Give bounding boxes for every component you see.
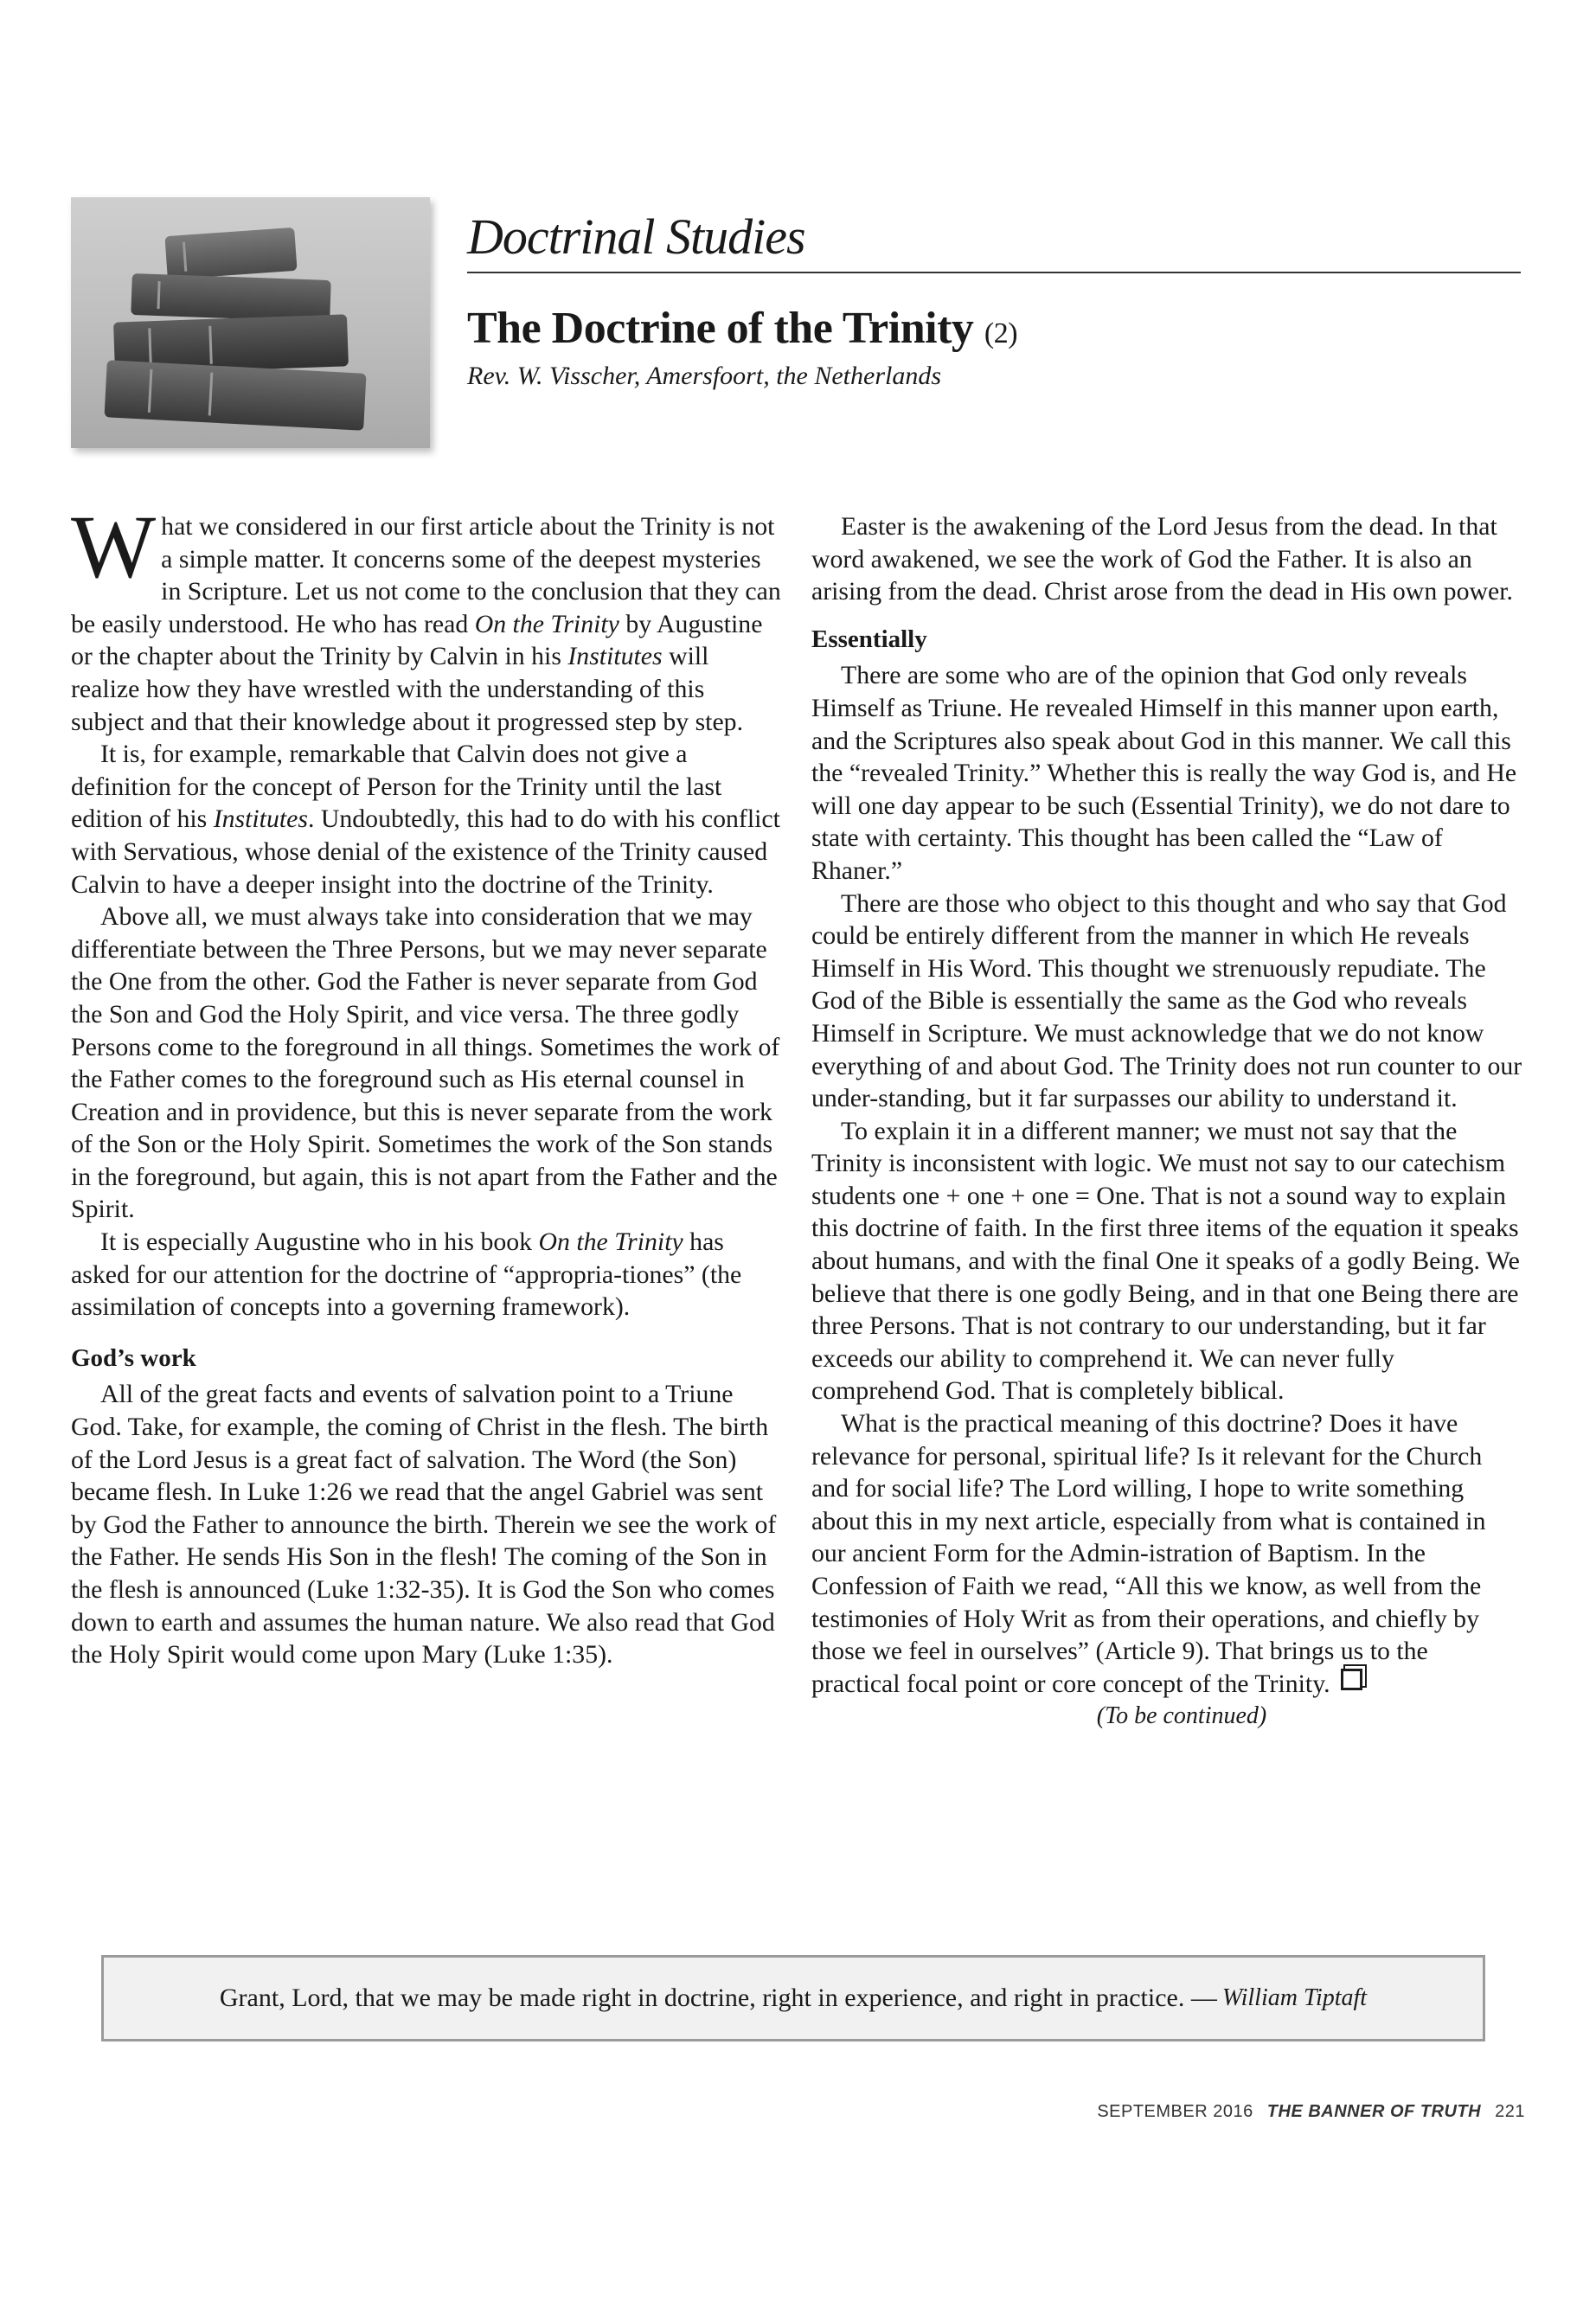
quote-box (101, 1955, 1485, 2041)
paragraph (71, 497, 782, 738)
article-part-number: (2) (984, 317, 1018, 349)
quote-text: Grant, Lord, that we may be made right in doctrine, right in experience, and right in practice. — (219, 1984, 1217, 2012)
article-title (467, 303, 1017, 354)
paragraph: To explain it in a different manner; we must not say that the Trinity is inconsistent with logic. We must not say to our catechism students one + one + one = One. That is not a sound way to explain this doctrine of faith. In the first three items of the equation it speaks about humans, and with the final One it speaks of a godly Being. We believe that there is one godly Being, and in that one Being there are three Persons. That is not contrary to our understanding, but it far exceeds our ability to comprehend it. We can never fully comprehend God. That is completely biblical. (811, 1116, 1520, 1406)
book-icon (164, 228, 297, 279)
subheading-gods-work: God’s work (71, 1343, 196, 1372)
end-of-article-square-icon (1341, 1669, 1362, 1690)
paragraph (811, 1407, 1522, 1700)
book-icon (104, 360, 366, 431)
paragraph (71, 1226, 782, 1324)
text-run: It is especially Augustine who in his book (100, 1227, 539, 1257)
paragraph (71, 738, 782, 901)
to-be-continued-note: (To be continued) (1096, 1702, 1267, 1730)
text-run: It is, for example, remarkable that Calvin does not give a definition for the concept of Person for the Trinity until the last edition of his (71, 740, 722, 834)
header-divider (467, 272, 1521, 273)
paragraph: There are those who object to this thought and who say that God could be entirely different from the manner in which He reveals Himself in His Word. This thought we strenuously repudiate. The God of the Bible is essentially the same as the God who reveals Himself in Scripture. We must acknowledge that we do not know everything of and about God. The Trinity does not run counter to our under-standing, but it far surpasses our ability to understand it. (811, 888, 1522, 1113)
page-footer (1097, 2102, 1525, 2122)
paragraph: Above all, we must always take into consideration that we may differentiate between the Three Persons, but we may never separate the One from the other. God the Father is never separate from God the Son and God the Holy Spirit, and vice versa. The three godly Persons come to the foreground in all things. Sometimes the work of the Father comes to the foreground such as His eternal counsel in Creation and in providence, but this is never separate from the work of the Son or the Holy Spirit. Sometimes the work of the Son stands in the foreground, but again, this is not apart from the Father and the Spirit. (71, 902, 780, 1224)
article-title-text: The Doctrine of the Trinity (467, 304, 974, 353)
quote-author: William Tiptaft (1221, 1984, 1368, 2011)
text-run: hat we considered in our first article about the Trinity is not a simple matter. It concerns some of the deepest mysteries in Scripture. Let us not come to the conclusion that they can be easily understood. He who has read (71, 512, 781, 638)
book-title: On the Trinity (538, 1227, 683, 1257)
text-run: will realize how they have wrestled with the understanding of this subject and that their knowledge about it progressed step by step. (71, 642, 744, 736)
left-column (71, 497, 782, 1671)
subheading-essentially: Essentially (811, 625, 927, 653)
magazine-name: THE BANNER OF TRUTH (1266, 2102, 1482, 2121)
issue-date: SEPTEMBER 2016 (1097, 2102, 1253, 2121)
book-title: Institutes (567, 642, 663, 671)
section-title: Doctrinal Studies (467, 208, 805, 265)
paragraph: Easter is the awakening of the Lord Jesus from the dead. In that word awakened, we see the work of God the Father. It is also an arising from the dead. Christ arose from the dead in His own power. (811, 512, 1513, 606)
book-icon (131, 273, 331, 322)
paragraph: There are some who are of the opinion that God only reveals Himself as Triune. He revealed Himself in this manner upon earth, and the Scriptures also speak about God in this manner. We call this the “revealed Trinity.” Whether this is really the way God is, and He will one day appear to be such (Essential Trinity), we do not dare to state with certainty. This thought has been called the “Law of Rhaner.” (811, 661, 1517, 885)
stacked-books-photo (71, 197, 430, 448)
book-title: On the Trinity (474, 609, 619, 638)
paragraph: All of the great facts and events of salvation point to a Triune God. Take, for example, the coming of Christ in the flesh. The birth of the Lord Jesus is a great fact of salvation. The Word (the Son) became flesh. In Luke 1:26 we read that the angel Gabriel was sent by God the Father to announce the birth. Therein we see the work of the Father. He sends His Son in the flesh! The coming of the Son in the flesh is announced (Luke 1:32-35). It is God the Son who comes down to earth and assumes the human nature. We also read that God the Holy Spirit would come upon Mary (Luke 1:35). (71, 1380, 777, 1670)
text-run: What is the practical meaning of this doctrine? Does it have relevance for personal, spiritual life? Is it relevant for the Church and for social life? The Lord willing, I hope to write something about this in my next article, especially from what is contained in our ancient Form for the Admin-istration of Baptism. In the Confession of Faith we read, “All this we know, as well from the testimonies of Holy Writ as from their operations, and chiefly by those we feel in ourselves” (Article 9). That brings us to the practical focal point or core concept of the Trinity. (811, 1409, 1486, 1698)
text-run: . Undoubtedly, this had to do with his conflict with Servatious, whose denial of the existence of the Trinity caused Calvin to have a deeper insight into the doctrine of the Trinity. (71, 804, 780, 899)
page-number: 221 (1495, 2102, 1525, 2121)
text-run: by Augustine or the chapter about the Trinity by Calvin in his (71, 609, 763, 671)
text-run: has asked for our attention for the doctrine of “appropria-tiones” (the assimilation of concepts into a governing framework). (71, 1227, 742, 1322)
drop-cap: W (71, 497, 157, 597)
author-byline: Rev. W. Visscher, Amersfoort, the Netherlands (467, 362, 941, 390)
book-title: Institutes (213, 804, 308, 834)
right-column (811, 510, 1522, 1733)
